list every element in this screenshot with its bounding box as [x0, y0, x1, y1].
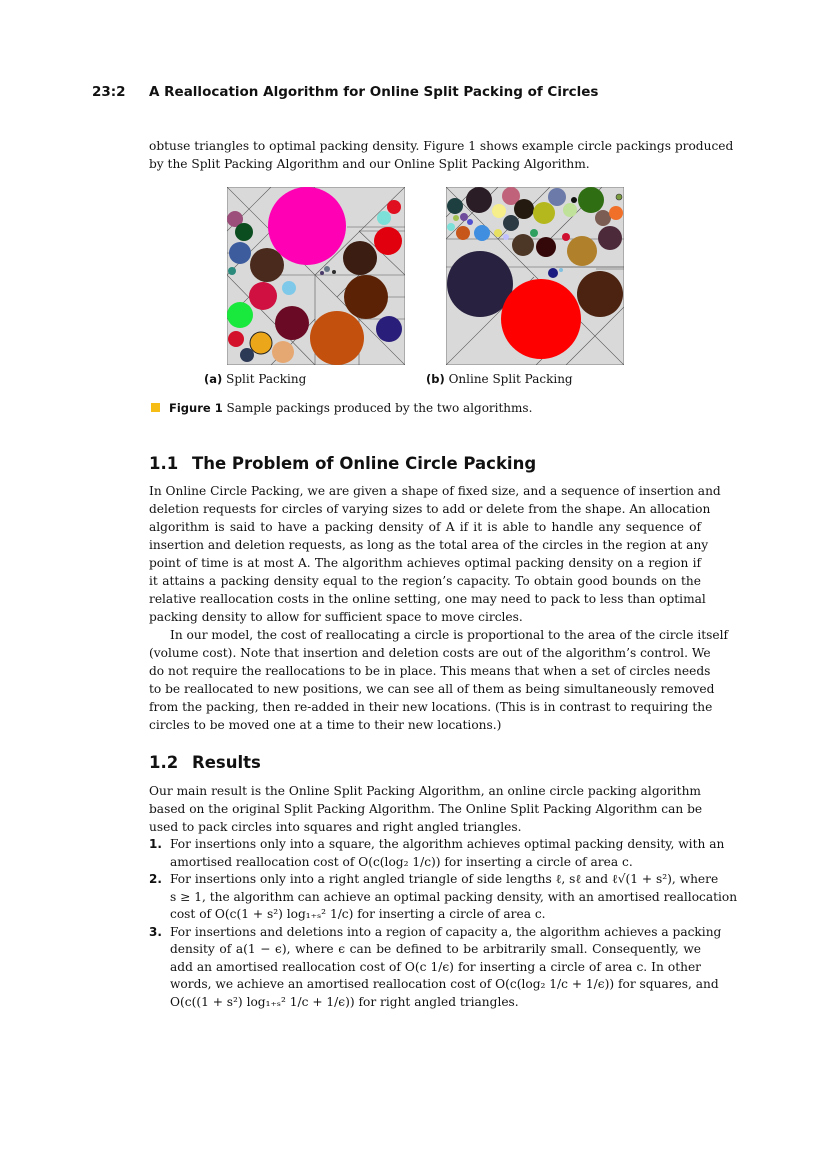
text-line: cost of O(c(1 + s²) log₁₊ₛ² 1/c) for inserting a circle of area c.: [170, 907, 546, 921]
list-item: [149, 924, 722, 1012]
list-item-number: 1.: [149, 837, 162, 851]
intro-paragraph: [149, 137, 734, 173]
online-split-packing-figure: [446, 187, 624, 365]
section-number: 1.1: [149, 454, 179, 473]
running-head: [92, 84, 732, 100]
text-line: For insertions only into a square, the algorithm achieves optimal packing density, with an: [170, 837, 725, 851]
section-1-1-paragraph-2: [149, 626, 729, 734]
section-1-2-paragraph-1: [149, 782, 701, 836]
results-list: [149, 836, 738, 1011]
text-line: density of a(1 − ϵ), where ϵ can be defined to be arbitrarily small. Consequently, we: [170, 942, 701, 956]
section-heading-1-1: [149, 454, 536, 473]
section-1-1-paragraph-1: [149, 482, 721, 626]
subcaption-a-text: Split Packing: [226, 372, 307, 386]
subcaption-b-label: (b): [426, 372, 445, 386]
section-title: Results: [192, 753, 261, 772]
text-line: (volume cost). Note that insertion and deletion costs are out of the algorithm’s control. We: [149, 646, 711, 660]
text-line: it attains a packing density equal to the region’s capacity. To obtain good bounds on the: [149, 574, 701, 588]
text-line: from the packing, then re-added in their new locations. (This is in contrast to requiring the: [149, 700, 713, 714]
text-line: words, we achieve an amortised reallocation cost of O(c(log₂ 1/c + 1/ϵ)) for squares, and: [170, 977, 719, 991]
text-line: based on the original Split Packing Algorithm. The Online Split Packing Algorithm can be: [149, 802, 703, 816]
text-line: used to pack circles into squares and right angled triangles.: [149, 820, 522, 834]
figure-caption: [151, 401, 532, 415]
text-line: In Online Circle Packing, we are given a shape of fixed size, and a sequence of insertion and: [149, 484, 721, 498]
text-line: do not require the reallocations to be in place. This means that when a set of circles needs: [149, 664, 711, 678]
text-line: to be reallocated to new positions, we can see all of them as being simultaneously removed: [149, 682, 715, 696]
caption-marker-icon: [151, 403, 160, 412]
running-title: A Reallocation Algorithm for Online Split Packing of Circles: [149, 84, 599, 100]
page-number: 23:2: [92, 84, 126, 100]
text-line: relative reallocation costs in the online setting, one may need to pack to less than optimal: [149, 592, 706, 606]
figure-caption-label: Figure 1: [169, 401, 223, 415]
text-line: insertion and deletion requests, as long as the total area of the circles in the region at any: [149, 538, 709, 552]
text-line: For insertions and deletions into a region of capacity a, the algorithm achieves a packing: [170, 924, 722, 939]
section-heading-1-2: [149, 753, 261, 772]
split-packing-figure: [227, 187, 405, 365]
text-line: For insertions only into a right angled triangle of side lengths ℓ, sℓ and ℓ√(1 + s²), where: [170, 872, 719, 886]
text-line: packing density to allow for sufficient space to move circles.: [149, 610, 523, 624]
text-line: In our model, the cost of reallocating a circle is proportional to the area of the circle itself: [170, 628, 729, 642]
list-item: [149, 836, 725, 871]
subcaption-b-text: Online Split Packing: [448, 372, 573, 386]
figure-caption-text: Sample packings produced by the two algorithms.: [226, 401, 533, 415]
text-line: by the Split Packing Algorithm and our Online Split Packing Algorithm.: [149, 157, 590, 171]
text-line: Our main result is the Online Split Packing Algorithm, an online circle packing algorithm: [149, 784, 701, 798]
text-line: algorithm is said to have a packing density of A if it is able to handle any sequence of: [149, 520, 701, 534]
list-item-number: 3.: [149, 924, 162, 939]
text-line: circles to be moved one at a time to their new locations.): [149, 718, 502, 732]
text-line: obtuse triangles to optimal packing density. Figure 1 shows example circle packings produced: [149, 139, 734, 153]
list-item-number: 2.: [149, 872, 162, 886]
subcaption-a: [204, 372, 306, 386]
text-line: add an amortised reallocation cost of O(c 1/ϵ) for inserting a circle of area c. In other: [170, 959, 701, 974]
list-item: [149, 871, 738, 924]
text-line: O(c((1 + s²) log₁₊ₛ² 1/c + 1/ϵ)) for right angled triangles.: [170, 994, 519, 1009]
text-line: s ≥ 1, the algorithm can achieve an optimal packing density, with an amortised reallocation: [170, 889, 738, 904]
subcaption-b: [426, 372, 573, 386]
text-line: deletion requests for circles of varying sizes to add or delete from the shape. An allocation: [149, 502, 711, 516]
section-number: 1.2: [149, 753, 179, 772]
section-title: The Problem of Online Circle Packing: [192, 454, 537, 473]
text-line: amortised reallocation cost of O(c(log₂ 1/c)) for inserting a circle of area c.: [170, 854, 633, 869]
text-line: point of time is at most A. The algorithm achieves optimal packing density on a region if: [149, 556, 701, 570]
subcaption-a-label: (a): [204, 372, 223, 386]
